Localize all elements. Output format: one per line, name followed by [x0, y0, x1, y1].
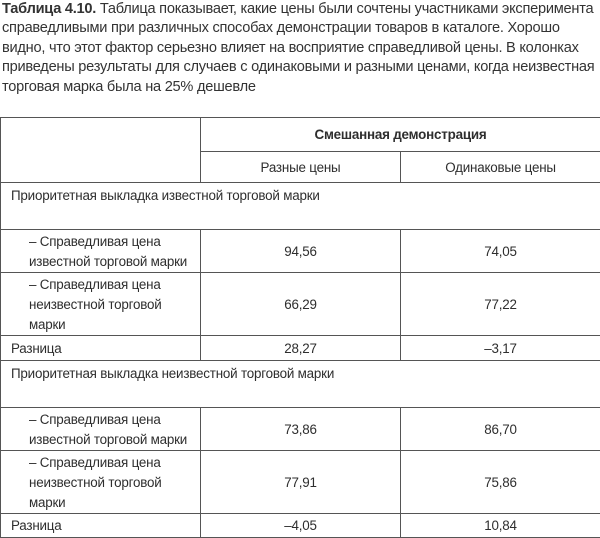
caption-label: Таблица 4.10. [2, 1, 96, 17]
results-table [0, 117, 600, 538]
row-label: – Справедливая цена известной торговой марки [1, 408, 201, 451]
value-cell: 77,91 [201, 451, 401, 514]
header-mixed-demo: Смешанная демонстрация [201, 118, 600, 152]
caption-text: Таблица показывает, какие цены были сочтены участниками эксперимента справедливыми при различных способах демонстрации товаров в каталоге. Хорошо видно, что этот фактор серьезно влияет на восприятие справедливой цены. В колонках приведены результаты для случаев с одинаковыми и разными ценами, когда неизвестная торговая марка была на 25% дешевле [2, 1, 594, 95]
value-cell: 73,86 [201, 408, 401, 451]
section-title: Приоритетная выкладка известной торговой марки [1, 183, 600, 230]
header-same-prices: Одинаковые цены [401, 152, 600, 183]
header-group-row [1, 118, 600, 152]
value-cell: 10,84 [401, 514, 600, 538]
header-empty-cell [1, 118, 201, 183]
table-caption [2, 0, 598, 97]
section-title: Приоритетная выкладка неизвестной торговой марки [1, 361, 600, 408]
row-label: Разница [1, 336, 201, 361]
table-row [1, 273, 600, 336]
section-row-unknown-brand [1, 361, 600, 408]
row-label: – Справедливая цена неизвестной торговой марки [1, 451, 201, 514]
row-label: Разница [1, 514, 201, 538]
value-cell: 75,86 [401, 451, 600, 514]
value-cell: 86,70 [401, 408, 600, 451]
header-different-prices: Разные цены [201, 152, 401, 183]
table-row [1, 408, 600, 451]
table-row [1, 230, 600, 273]
difference-row [1, 514, 600, 538]
value-cell: 77,22 [401, 273, 600, 336]
table-row [1, 451, 600, 514]
value-cell: 28,27 [201, 336, 401, 361]
section-row-known-brand [1, 183, 600, 230]
value-cell: 66,29 [201, 273, 401, 336]
value-cell: –4,05 [201, 514, 401, 538]
value-cell: 74,05 [401, 230, 600, 273]
row-label: – Справедливая цена известной торговой марки [1, 230, 201, 273]
difference-row [1, 336, 600, 361]
value-cell: 94,56 [201, 230, 401, 273]
value-cell: –3,17 [401, 336, 600, 361]
row-label: – Справедливая цена неизвестной торговой марки [1, 273, 201, 336]
